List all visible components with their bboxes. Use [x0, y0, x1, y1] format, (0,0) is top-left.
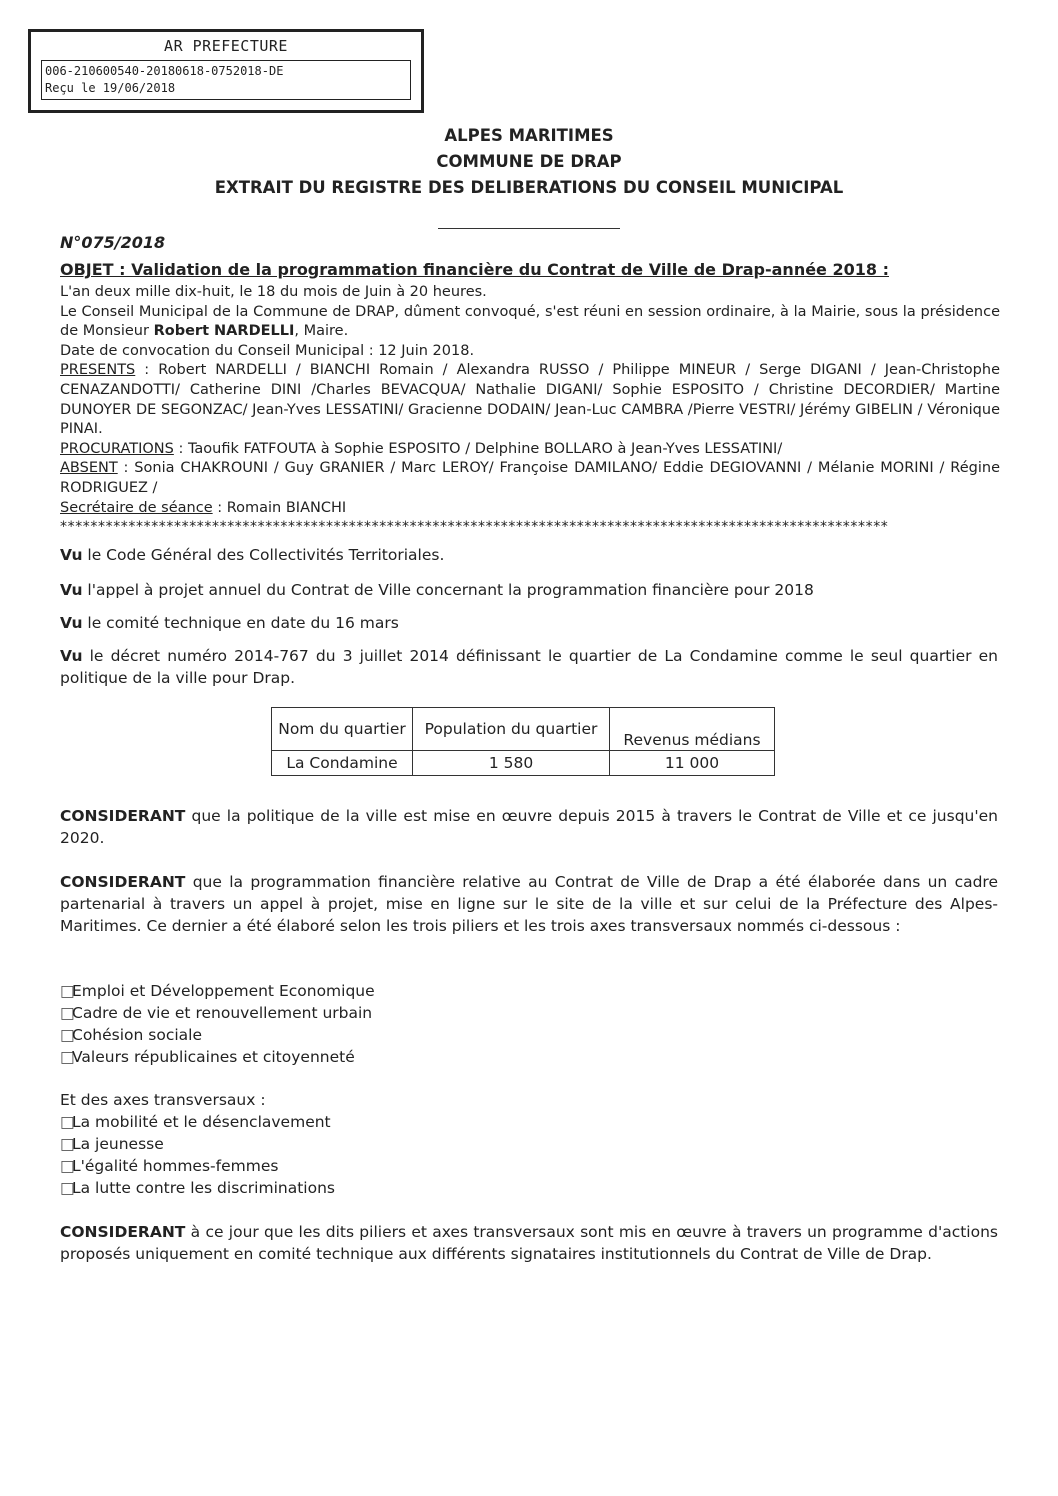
secretaire-name: : Romain BIANCHI — [212, 499, 347, 516]
checkbox-bullet-icon: □ — [60, 1026, 75, 1044]
considerant-text: que la politique de la ville est mise en œuvre depuis 2015 à travers le Contrat de Ville et ce jusqu'en 2020. — [60, 807, 998, 847]
vu-keyword: Vu — [60, 581, 83, 599]
procurations-names: : Taoufik FATFOUTA à Sophie ESPOSITO / Delphine BOLLARO à Jean-Yves LESSATINI/ — [173, 440, 783, 457]
prefecture-stamp — [28, 29, 424, 113]
stamp-reference-box — [41, 60, 411, 100]
piliers-list — [60, 980, 375, 1068]
list-item: □Emploi et Développement Economique — [60, 982, 375, 1000]
axes-list — [60, 1089, 335, 1199]
table-header-row — [272, 708, 775, 751]
considerant-keyword: CONSIDERANT — [60, 1223, 186, 1241]
council-line-2-suffix: , Maire. — [294, 323, 349, 340]
council-statement — [60, 303, 1000, 342]
vu-keyword: Vu — [60, 614, 83, 632]
vu-keyword: Vu — [60, 546, 83, 564]
deliberation-number: N°075/2018 — [60, 233, 166, 252]
session-date: L'an deux mille dix-huit, le 18 du mois de Juin à 20 heures. — [60, 284, 487, 300]
vu-text: le comité technique en date du 16 mars — [82, 614, 399, 632]
list-item: □Cohésion sociale — [60, 1026, 203, 1044]
table-header-cell: Revenus médians — [610, 708, 775, 751]
considerant-keyword: CONSIDERANT — [60, 873, 186, 891]
presents-names: : Robert NARDELLI / BIANCHI Romain / Alexandra RUSSO / Philippe MINEUR / Serge DIGANI / Jean-Christophe CENAZANDOTTI/ Catherine DINI /Charles BEVACQUA/ Nathalie DIGANI/ Sophie ESPOSITO / Christine DECORDIER/ Martine DUNOYER DE SEGONZAC/ Jean-Yves LESSATINI/ Gracienne DODAIN/ Jean-Luc CAMBRA /Pierre VESTRI/ Jérémy GIBELIN / Véronique PINAI. — [60, 362, 1000, 438]
list-item: □Valeurs républicaines et citoyenneté — [60, 1048, 355, 1066]
absent-list — [60, 459, 1000, 498]
header-divider — [438, 228, 620, 229]
list-item: □Cadre de vie et renouvellement urbain — [60, 1004, 373, 1022]
council-line-2-prefix: présidence de Monsieur — [60, 303, 1001, 340]
axes-intro: Et des axes transversaux : — [60, 1091, 266, 1109]
table-cell: La Condamine — [272, 751, 413, 776]
vu-text: le Code Général des Collectivités Territoriales. — [82, 546, 445, 564]
considerant-keyword: CONSIDERANT — [60, 807, 186, 825]
considerant-text: à ce jour que les dits piliers et axes transversaux sont mis en œuvre à travers un programme d'actions proposés uniquement en comité technique aux différents signataires institutionnels du Contrat de Ville de Drap. — [60, 1223, 998, 1263]
convocation-date: Date de convocation du Conseil Municipal : 12 Juin 2018. — [60, 342, 475, 359]
quartier-table — [271, 707, 775, 776]
vu-text: l'appel à projet annuel du Contrat de Ville concernant la programmation financière pour 2018 — [82, 581, 814, 599]
vu-paragraph — [60, 579, 998, 601]
procurations-label: PROCURATIONS — [60, 440, 174, 457]
header-department: ALPES MARITIMES — [444, 126, 614, 145]
checkbox-bullet-icon: □ — [60, 1004, 75, 1022]
absent-label: ABSENT — [60, 460, 118, 477]
secretaire-label: Secrétaire de séance — [60, 499, 213, 516]
separator-stars: ************************************************************************************************************* — [60, 519, 889, 535]
checkbox-bullet-icon: □ — [60, 1113, 75, 1131]
stamp-received-date: Reçu le 19/06/2018 — [45, 81, 176, 95]
absent-names: : Sonia CHAKROUNI / Guy GRANIER / Marc LEROY/ Françoise DAMILANO/ Eddie DEGIOVANNI / Mélanie MORINI / Régine RODRIGUEZ / — [60, 460, 1000, 496]
secretaire-line — [60, 499, 1000, 519]
stamp-title: AR PREFECTURE — [164, 37, 288, 55]
header-register-title: EXTRAIT DU REGISTRE DES DELIBERATIONS DU CONSEIL MUNICIPAL — [214, 178, 844, 197]
checkbox-bullet-icon: □ — [60, 1135, 75, 1153]
table-cell: 1 580 — [413, 751, 610, 776]
list-item: □La mobilité et le désenclavement — [60, 1113, 331, 1131]
vu-paragraph — [60, 612, 998, 634]
table-cell: 11 000 — [610, 751, 775, 776]
session-info — [60, 283, 1000, 518]
checkbox-bullet-icon: □ — [60, 1048, 75, 1066]
list-item: □L'égalité hommes-femmes — [60, 1157, 279, 1175]
checkbox-bullet-icon: □ — [60, 982, 75, 1000]
procurations-list — [60, 440, 1000, 460]
table-header-cell: Nom du quartier — [272, 708, 413, 751]
mayor-name: Robert NARDELLI — [153, 323, 295, 340]
presents-list — [60, 361, 1000, 439]
considerant-paragraph-1 — [60, 805, 998, 849]
vu-keyword: Vu — [60, 647, 83, 665]
list-item: □La lutte contre les discriminations — [60, 1179, 335, 1197]
considerant-paragraph-3 — [60, 1221, 998, 1265]
council-line-1: Le Conseil Municipal de la Commune de DRAP, dûment convoqué, s'est réuni en session ordinaire, à la Mairie, sous la — [60, 303, 916, 320]
deliberation-objet: OBJET : Validation de la programmation financière du Contrat de Ville de Drap-année 2018 : — [60, 260, 889, 279]
stamp-reference: 006-210600540-20180618-0752018-DE — [45, 64, 284, 78]
list-item: □La jeunesse — [60, 1135, 164, 1153]
presents-label: PRESENTS — [60, 362, 136, 379]
considerant-paragraph-2 — [60, 871, 998, 937]
header-commune: COMMUNE DE DRAP — [436, 152, 622, 171]
vu-paragraph — [60, 645, 998, 689]
table-row — [272, 751, 775, 776]
considerant-text: que la programmation financière relative au Contrat de Ville de Drap a été élaborée dans un cadre partenarial à travers un appel à projet, mise en ligne sur le site de la ville et sur celui de la Préfecture des Alpes-Maritimes. Ce dernier a été élaboré selon les trois piliers et les trois axes transversaux nommés ci-dessous : — [60, 873, 998, 935]
table-header-cell: Population du quartier — [413, 708, 610, 751]
checkbox-bullet-icon: □ — [60, 1157, 75, 1175]
vu-text: le décret numéro 2014-767 du 3 juillet 2014 définissant le quartier de La Condamine comme le seul quartier en politique de la ville pour Drap. — [60, 647, 998, 687]
vu-paragraph — [60, 544, 998, 566]
checkbox-bullet-icon: □ — [60, 1179, 75, 1197]
